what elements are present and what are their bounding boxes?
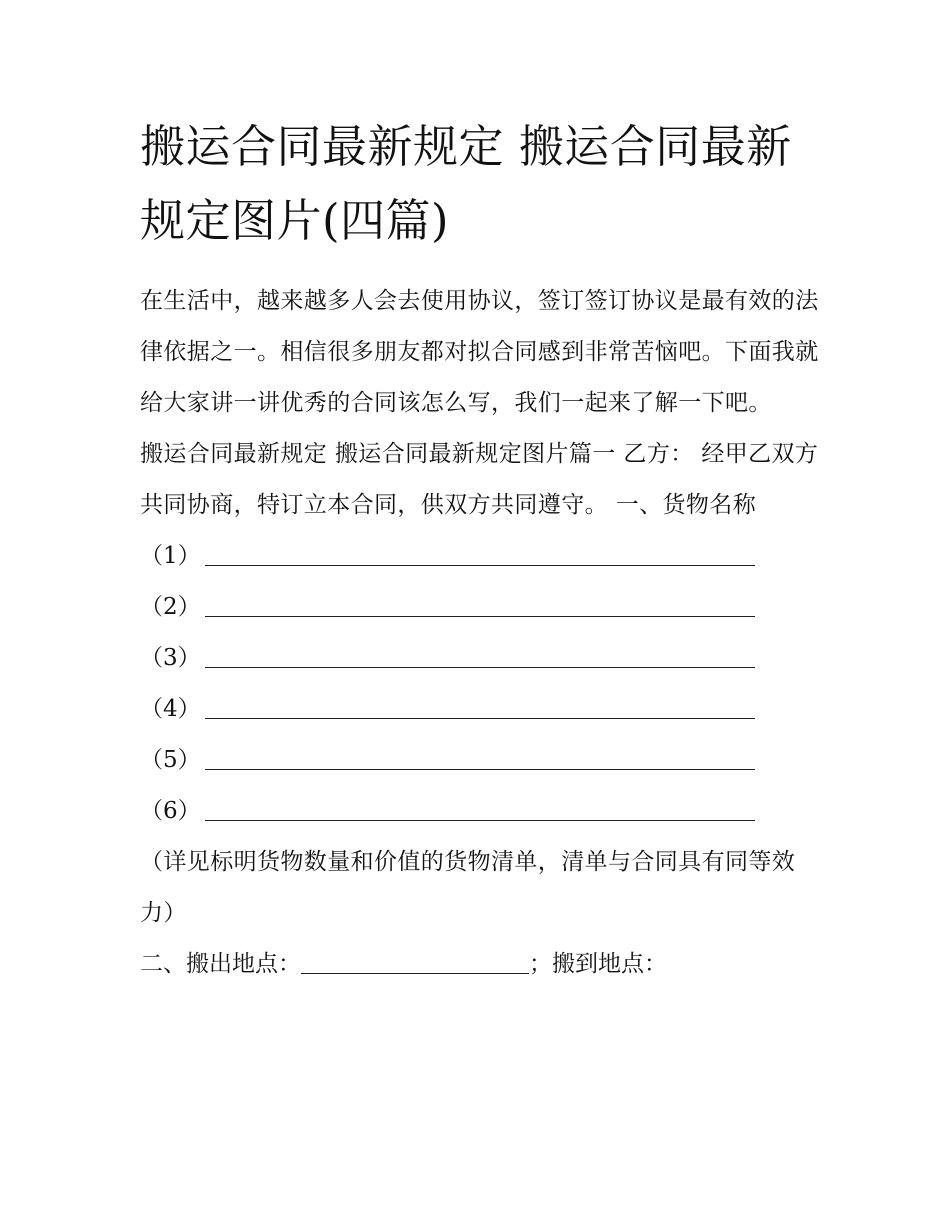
goods-item-number: （6） (140, 798, 201, 824)
goods-item-blank (205, 641, 755, 668)
move-out-blank (301, 947, 529, 974)
goods-item-number: （1） (140, 543, 201, 569)
goods-item (140, 633, 820, 684)
document-title: 搬运合同最新规定 搬运合同最新规定图片(四篇) (140, 120, 792, 247)
goods-item-blank (205, 539, 755, 566)
goods-item-blank (205, 590, 755, 617)
move-in-label: 搬到地点： (552, 951, 667, 977)
section-one-paragraph: 搬运合同最新规定 搬运合同最新规定图片篇一 乙方： 经甲乙双方共同协商，特订立本合同，供双方共同遵守。 一、货物名称 (140, 441, 819, 518)
goods-item (140, 582, 820, 633)
goods-item (140, 735, 820, 786)
goods-item (140, 786, 820, 837)
goods-item-number: （2） (140, 594, 201, 620)
goods-item-number: （5） (140, 747, 201, 773)
places-line (140, 939, 820, 990)
goods-list-note: （详见标明货物数量和价值的货物清单，清单与合同具有同等效力） (140, 849, 796, 926)
goods-item-blank (205, 743, 755, 770)
goods-list (140, 531, 820, 837)
move-out-label: 二、搬出地点： (140, 951, 301, 977)
goods-item-number: （3） (140, 645, 201, 671)
goods-item-blank (205, 692, 755, 719)
goods-item (140, 684, 820, 735)
goods-item (140, 531, 820, 582)
document-page (140, 110, 820, 990)
goods-item-blank (205, 794, 755, 821)
goods-item-number: （4） (140, 696, 201, 722)
places-separator: ； (529, 951, 552, 977)
intro-paragraph: 在生活中，越来越多人会去使用协议，签订签订协议是最有效的法律依据之一。相信很多朋友都对拟合同感到非常苦恼吧。下面我就给大家讲一讲优秀的合同该怎么写，我们一起来了解一下吧。 (140, 288, 819, 416)
